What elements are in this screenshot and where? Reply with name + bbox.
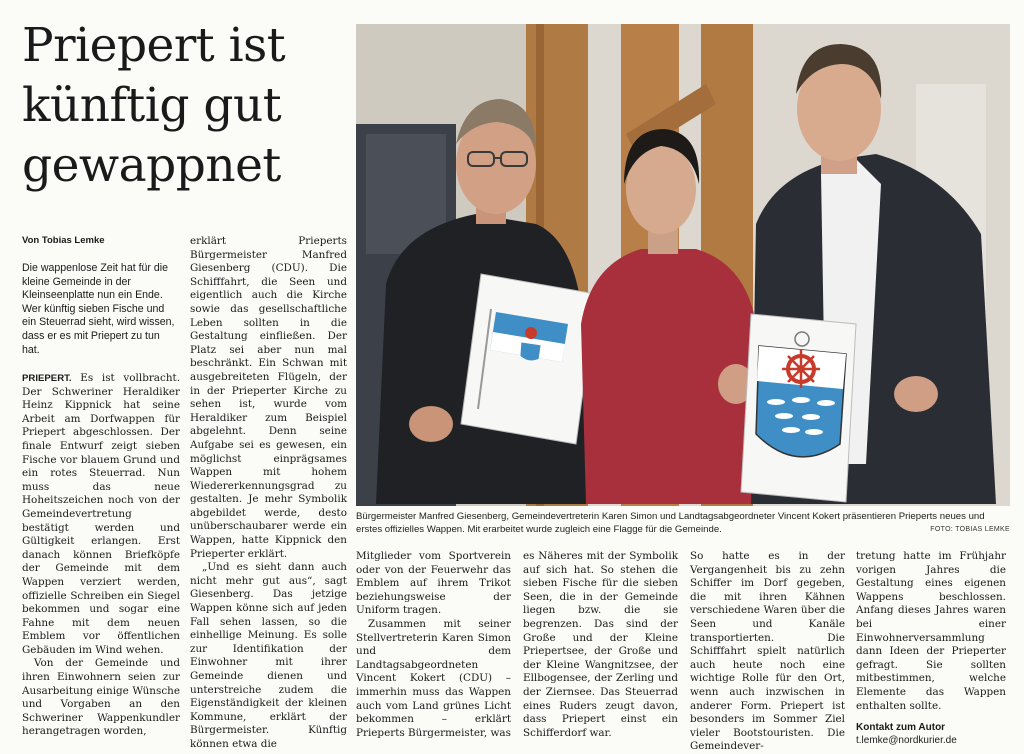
paragraph: Von der Gemeinde und ihren Einwohnern seien zur Ausarbeitung einige Wünsche und Vorgaben an den Schweriner Wappenkundler herangetragen worden, bbox=[22, 657, 180, 738]
column-3 bbox=[356, 550, 511, 740]
contact-label: Kontakt zum Autor bbox=[856, 722, 946, 734]
paragraph: erklärt Prieperts Bürgermeister Manfred Giesenberg (CDU). Die Schifffahrt, die Seen und eigentlich auch die Kirche sowie das gesellschaftliche Leben sollten in die Gestaltung einfließen. Der Platz sei aber nun mal beschränkt. Ein Schwan mit ausgebreiteten Flügeln, der in der Prieperter Kirche zu sehen ist, wurde vom Heraldiker zum Beispiel abgelehnt. Denn seine Aufgabe sei es gewesen, ein möglichst einprägsames Wappen mit hohem Wiedererkennungsgrad zu gestalten. Je mehr Symbolik abgebildet werde, desto unüberschaubarer werde ein Wappen, hatte Kippnick den Prieperter erklärt. bbox=[190, 235, 347, 560]
byline: Von Tobias Lemke bbox=[22, 235, 105, 246]
column-1 bbox=[22, 372, 180, 739]
headline-line-1: Priepert ist bbox=[22, 18, 286, 73]
photo-caption: Bürgermeister Manfred Giesenberg, Gemeindevertreterin Karen Simon und Landtagsabgeordneter Vincent Kokert präsentieren Prieperts neues und erstes offizielles Wappen. Mit erarbeitet wurde zugleich eine Flagge für die Gemeinde. bbox=[356, 511, 985, 535]
paragraph: es Näheres mit der Symbolik auf sich hat. So stehen die sieben Fische für die sieben Seen, die in der Gemeinde liegen bzw. die sie begrenzen. Das sind der Große und der Kleine Priepertsee, der Große und der Kleine Wangnitzsee, der Ellbogensee, der Zerling und der Ziernsee. Das Steuerrad eines Ruders zeugt davon, dass Priepert einst ein Schifferdorf war. bbox=[523, 550, 678, 739]
article-photo bbox=[356, 24, 1010, 506]
dateline: PRIEPERT. bbox=[22, 373, 72, 384]
photo-credit: FOTO: TOBIAS LEMKE bbox=[930, 526, 1010, 533]
paragraph: Zusammen mit seiner Stellvertreterin Karen Simon und dem Landtagsabgeordneten Vincent Kokert (CDU) – immerhin muss das Wappen auch vom Land grünes Licht bekommen – erklärt Prieperts Bürgermeister, was bbox=[356, 617, 511, 739]
column-5 bbox=[690, 550, 845, 754]
headline-line-2: künftig gut bbox=[22, 78, 282, 133]
column-6 bbox=[856, 550, 1006, 747]
headline-line-3: gewappnet bbox=[22, 138, 281, 193]
column-4 bbox=[523, 550, 678, 740]
headline bbox=[22, 16, 342, 196]
paragraph: Mitglieder vom Sportverein oder von der Feuerwehr das Emblem auf ihrem Trikot beziehungsweise der Uniform tragen. bbox=[356, 550, 511, 617]
column-2 bbox=[190, 235, 347, 752]
paragraph: Es ist vollbracht. Der Schweriner Heraldiker Heinz Kippnick hat seine Arbeit am Dorfwappen für Priepert abgeschlossen. Der finale Entwurf zeigt sieben Fische vor blauem Grund und ein rotes Steuerrad. Nun muss das neue Hoheitszeichen noch von der Gemeindevertretung bestätigt werden und Gültigkeit erlangen. Erst danach können Briefköpfe der Gemeinde mit dem Wappen verziert werden, offizielle Schreiben ein Siegel bekommen und sogar eine Fahne mit dem neuen Emblem vor öffentlichen Gebäuden im Wind wehen. bbox=[22, 372, 180, 656]
photo-illustration bbox=[356, 24, 1010, 506]
author-contact bbox=[856, 721, 1006, 747]
paragraph: tretung hatte im Frühjahr vorigen Jahres die Gestaltung eines eigenen Wappens beschlossen. Anfang dieses Jahres waren bei einer Einwohnerversammlung dann Ideen der Prieperter gefragt. Sie sollten mitbestimmen, welche Elemente das Wappen enthalten sollte. bbox=[856, 550, 1006, 712]
paragraph: So hatte es in der Vergangenheit bis zu zehn Schiffer im Dorf gegeben, die mit ihren Kähnen verschiedene Waren über die Seen und Kanäle transportierten. Die Schifffahrt spielt natürlich auch heute noch eine wichtige Rolle für den Ort, wenn auch inzwischen in anderer Form. Priepert ist besonders im Sommer Ziel vieler Bootstouristen. Die Gemeindever- bbox=[690, 550, 845, 753]
teaser: Die wappenlose Zeit hat für die kleine Gemeinde in der Kleinseenplatte nun ein Ende. Wer künftig sieben Fische und ein Steuerrad sieht, wird wissen, dass er es mit Priepert zu tun hat. bbox=[22, 262, 175, 356]
paragraph: „Und es sieht dann auch nicht mehr gut aus“, sagt Giesenberg. Das jetzige Wappen könne sich auf jeden Fall sehen lassen, so die einhellige Meinung. Es solle zur Identifikation der Einwohner mit ihrer Gemeinde dienen und unterstreiche zudem die Eigenständigkeit der kleinen Kommune, erklärt der Bürgermeister. Künftig können etwa die bbox=[190, 561, 347, 750]
contact-email[interactable]: t.lemke@nordkurier.de bbox=[856, 735, 957, 747]
